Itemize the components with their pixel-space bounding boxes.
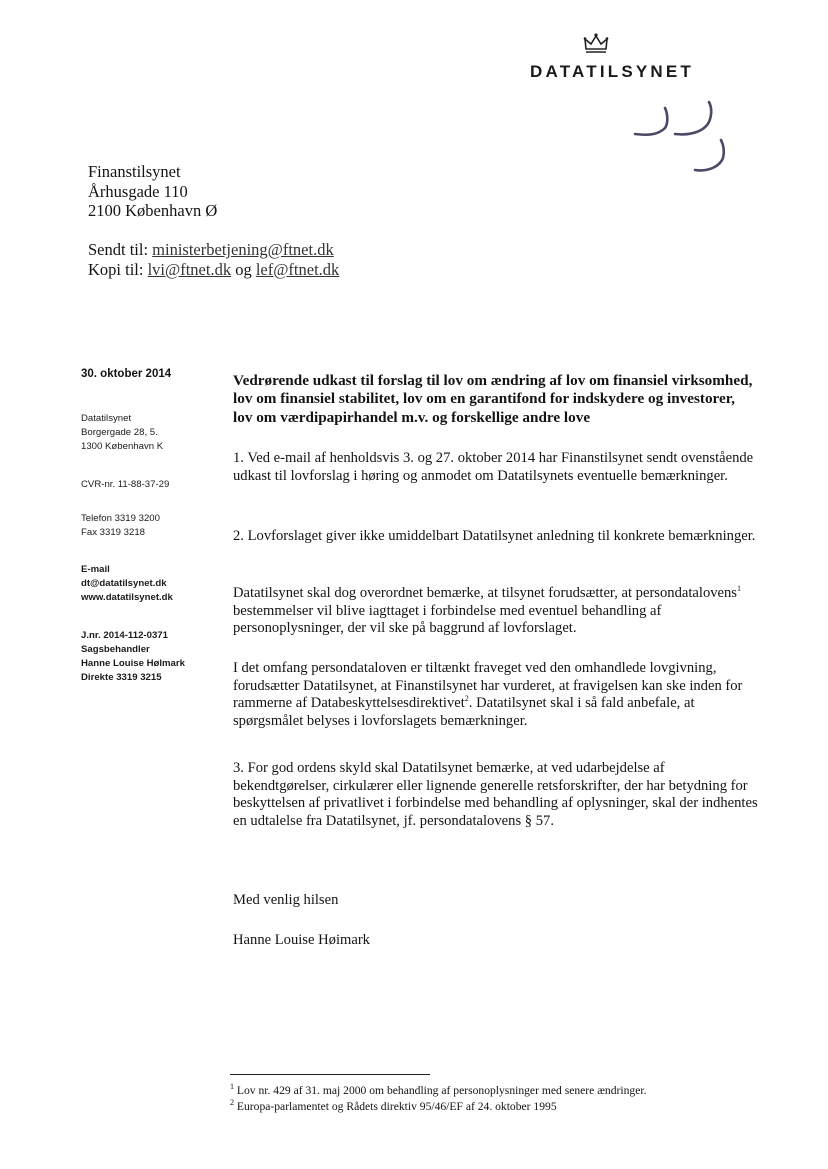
kopi-conjunction: og xyxy=(235,259,252,279)
paragraph-text: Ved e-mail af henholdsvis 3. og 27. oktober 2014 har Finanstilsynet sendt ovenstående udkast til lovforslag i høring og anmodet om Datatilsynets eventuelle bemærkninger. xyxy=(233,450,754,484)
paragraph-text: I det omfang persondataloven er tiltænkt fraveget ved den omhandlede lovgivning, forudsætter Datatilsynet, at Finanstilsynet har vurderet, at fravigelsen kan ske inden for rammerne af Databeskyttelsesdirektivet xyxy=(233,660,743,712)
recipient-line: Finanstilsynet xyxy=(88,162,181,181)
contact-block xyxy=(81,563,173,605)
footnote-number: 1 xyxy=(230,1082,234,1092)
telefon: Telefon 3319 3200 xyxy=(81,513,160,524)
footnote-2 xyxy=(230,1100,557,1114)
paragraph-5 xyxy=(233,760,758,830)
kopi-email-link-2[interactable]: lef@ftnet.dk xyxy=(255,259,340,279)
kopi-email-link-1[interactable]: lvi@ftnet.dk xyxy=(147,259,232,279)
sender-org: Datatilsynet xyxy=(81,413,132,424)
kopi-label: Kopi til: xyxy=(88,259,144,279)
closing: Med venlig hilsen xyxy=(233,892,339,908)
paragraph-2 xyxy=(233,528,758,546)
sendt-email-link[interactable]: ministerbetjening@ftnet.dk xyxy=(152,240,334,259)
handwritten-check-marks xyxy=(625,100,735,180)
footnote-text: Lov nr. 429 af 31. maj 2000 om behandling af personoplysninger med senere ændringer. xyxy=(236,1084,647,1097)
paragraph-text: For god ordens skyld skal Datatilsynet bemærke, at ved udarbejdelse af bekendtgørelser, cirkulærer eller lignende generelle retsforskrifter, der har betydning for beskyttelsen af privatlivet i forbindelse med behandling af oplysninger, skal der indhentes en udtalelse fra Datatilsynet, jf. persondatalovens § 57. xyxy=(233,760,758,829)
footnote-1 xyxy=(230,1084,646,1098)
paragraph-text: Datatilsynet skal dog overordnet bemærke, at tilsynet forudsætter, at persondatalovens xyxy=(233,585,737,601)
sender-website[interactable]: www.datatilsynet.dk xyxy=(81,592,173,603)
paragraph-3 xyxy=(233,585,758,638)
fax: Fax 3319 3218 xyxy=(81,527,146,538)
email-label: E-mail xyxy=(81,564,110,575)
footnote-ref-1[interactable]: 1 xyxy=(737,584,741,594)
sagsbehandler-name: Hanne Louise Hølmark xyxy=(81,658,185,669)
recipient-address xyxy=(88,162,217,221)
footnote-number: 2 xyxy=(230,1098,234,1108)
crown-logo-icon xyxy=(583,32,609,56)
footnote-divider xyxy=(230,1074,430,1075)
signature-name: Hanne Louise Høimark xyxy=(233,932,370,948)
sender-email[interactable]: dt@datatilsynet.dk xyxy=(81,578,167,589)
footnote-text: Europa-parlamentet og Rådets direktiv 95/46/EF af 24. oktober 1995 xyxy=(236,1100,557,1113)
journal-number: J.nr. 2014-112-0371 xyxy=(81,630,168,641)
sagsbehandler-label: Sagsbehandler xyxy=(81,644,150,655)
phone-block xyxy=(81,512,160,540)
recipient-line: 2100 København Ø xyxy=(88,201,218,220)
direct-phone: Direkte 3319 3215 xyxy=(81,672,162,683)
paragraph-text: Lovforslaget giver ikke umiddelbart Datatilsynet anledning til konkrete bemærkninger. xyxy=(247,528,756,544)
cvr-number: CVR-nr. 11-88-37-29 xyxy=(81,479,170,490)
case-block xyxy=(81,629,185,685)
paragraph-4 xyxy=(233,660,758,730)
paragraph-1 xyxy=(233,450,758,485)
letter-date: 30. oktober 2014 xyxy=(81,368,172,380)
paragraph-text: . Datatilsynet skal i så fald anbefale, at spørgsmålet belyses i lovforslagets bemærkninger. xyxy=(233,695,695,729)
sender-street: Borgergade 28, 5. xyxy=(81,427,158,438)
brand-name: DATATILSYNET xyxy=(530,62,694,81)
footnote-ref-2[interactable]: 2 xyxy=(464,694,469,704)
sendt-label: Sendt til: xyxy=(88,240,149,259)
sender-city: 1300 København K xyxy=(81,441,164,452)
sender-address xyxy=(81,412,163,454)
recipient-line: Århusgade 110 xyxy=(88,181,188,201)
paragraph-text: bestemmelser vil blive iagttaget i forbindelse med eventuel behandling af personoplysninger, der vil ske på baggrund af lovforslaget. xyxy=(233,602,662,637)
paragraph-number: 3. xyxy=(233,760,244,776)
letter-subject: Vedrørende udkast til forslag til lov om ændring af lov om finansiel virksomhed, lov om finansiel stabilitet, lov om en garantifond for indskydere og investorer, lov om værdipapirhandel m.v. og forskellige andre love xyxy=(233,372,753,426)
paragraph-number: 1. xyxy=(233,450,244,466)
paragraph-number: 2. xyxy=(233,528,244,544)
distribution-block xyxy=(88,240,339,279)
